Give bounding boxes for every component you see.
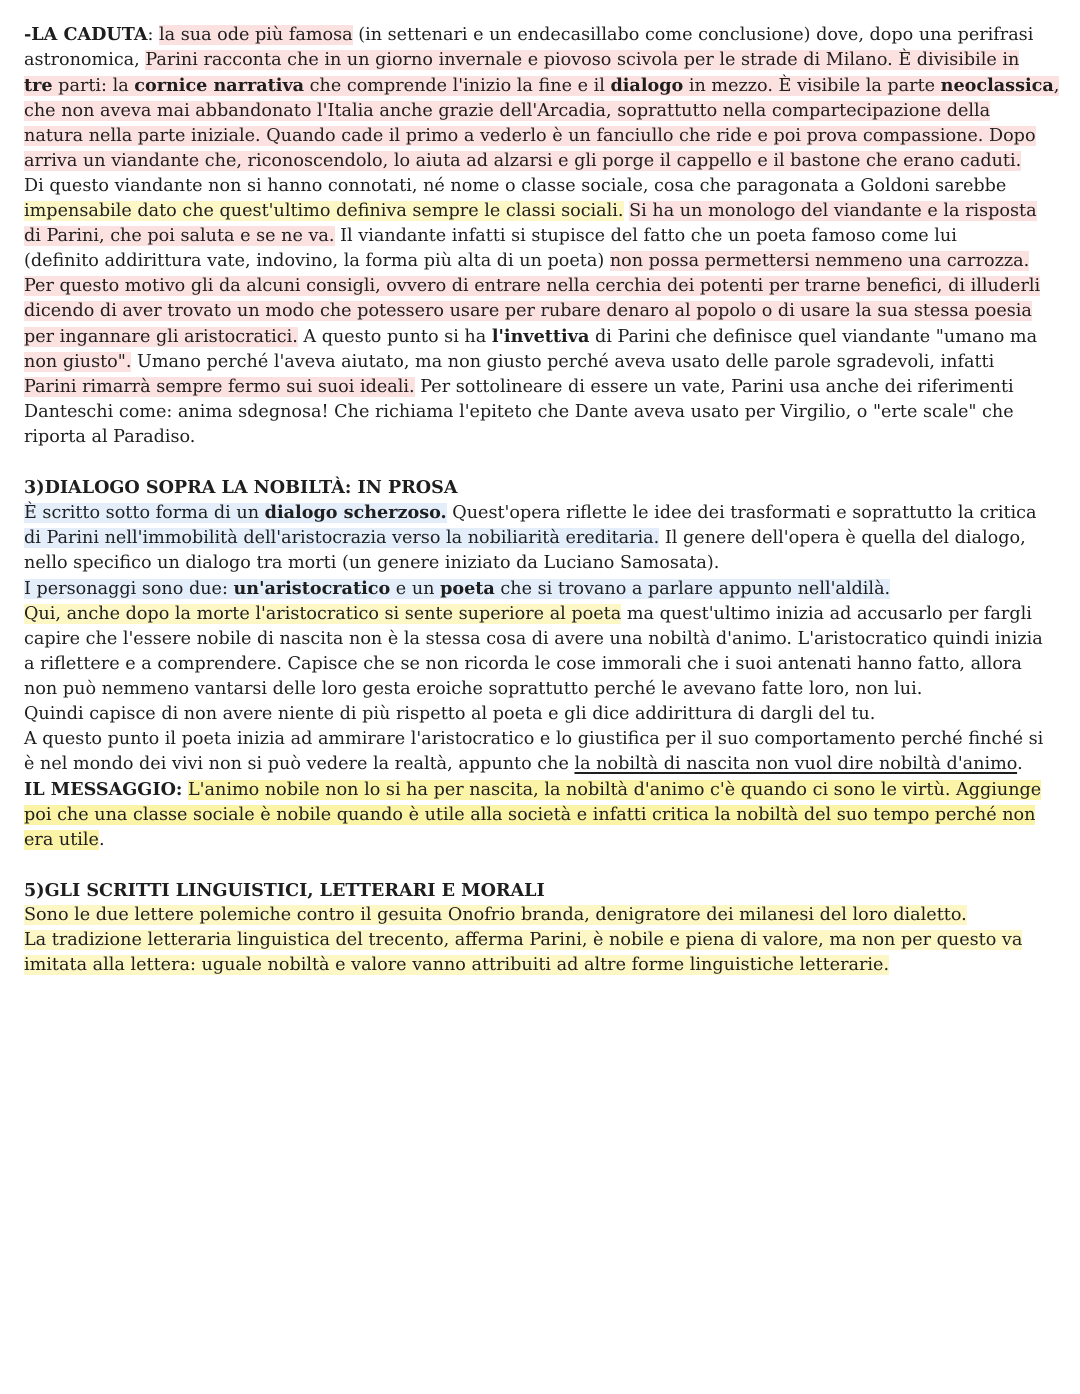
text-line: di Parini nell'immobilità dell'aristocrazia verso la nobiliarità ereditaria. Il genere dell'opera è quella del dialogo, (24, 528, 1026, 548)
section-heading: 5)GLI SCRITTI LINGUISTICI, LETTERARI E MORALI (24, 880, 545, 901)
text-line: che non aveva mai abbandonato l'Italia anche grazie dell'Arcadia, soprattutto nella compartecipazione della (24, 101, 991, 121)
text-line: non giusto". Umano perché l'aveva aiutato, ma non giusto perché aveva usato delle parole sgradevoli, infatti (24, 352, 995, 372)
text-line: È scritto sotto forma di un dialogo scherzoso. Quest'opera riflette le idee dei trasformati e soprattutto la critica (24, 502, 1037, 523)
text-line: tre parti: la cornice narrativa che comprende l'inizio la fine e il dialogo in mezzo. È visibile la parte neoclassica, (24, 75, 1060, 96)
text-line: I personaggi sono due: un'aristocratico e un poeta che si trovano a parlare appunto nell'aldilà. (24, 578, 891, 599)
text-line: IL MESSAGGIO: L'animo nobile non lo si ha per nascita, la nobiltà d'animo c'è quando ci sono le virtù. Aggiunge (24, 779, 1042, 800)
text-line: astronomica, Parini racconta che in un giorno invernale e piovoso scivola per le strade di Milano. È divisibile in (24, 50, 1020, 70)
text-line: poi che una classe sociale è nobile quando è utile alla società e infatti critica la nobiltà del suo tempo perché non (24, 805, 1036, 825)
text-line: non può nemmeno vantarsi delle loro gesta eroiche soprattutto perché le avevano fatte loro, non lui. (24, 679, 923, 699)
section-la-caduta (24, 22, 1060, 450)
text-line: Danteschi come: anima sdegnosa! Che richiama l'epiteto che Dante aveva usato per Virgilio, o "erte scale" che (24, 402, 1014, 422)
section-dialogo-sopra-la-nobilta (24, 475, 1052, 853)
text-line: imitata alla lettera: uguale nobiltà e valore vanno attribuiti ad altre forme linguistiche letterarie. (24, 955, 890, 975)
text-line: Parini rimarrà sempre fermo sui suoi ideali. Per sottolineare di essere un vate, Parini usa anche dei riferimenti (24, 377, 1014, 397)
text-line: arriva un viandante che, riconoscendolo, lo aiuta ad alzarsi e gli porge il cappello e il bastone che erano caduti. (24, 151, 1022, 171)
text-line: per ingannare gli aristocratici. A questo punto si ha l'invettiva di Parini che definisce quel viandante "umano ma (24, 326, 1038, 347)
text-line: Quindi capisce di non avere niente di più rispetto al poeta e gli dice addirittura di dargli del tu. (24, 704, 876, 724)
paragraph-gap (24, 853, 1052, 878)
text-line: impensabile dato che quest'ultimo definiva sempre le classi sociali. Si ha un monologo del viandante e la risposta (24, 201, 1037, 221)
text-line: A questo punto il poeta inizia ad ammirare l'aristocratico e lo giustifica per il suo comportamento perché finché si (24, 729, 1044, 749)
text-line: (definito addirittura vate, indovino, la forma più alta di un poeta) non possa permettersi nemmeno una carrozza. (24, 251, 1030, 271)
term-la-caduta: -LA CADUTA (24, 24, 148, 45)
section-scritti-linguistici (24, 878, 1052, 978)
paragraph-gap (24, 450, 1052, 475)
text-line: di Parini, che poi saluta e se ne va. Il viandante infatti si stupisce del fatto che un poeta famoso come lui (24, 226, 957, 246)
text-line: capire che l'essere nobile di nascita non è la stessa cosa di avere una nobiltà d'animo. L'aristocratico quindi inizia (24, 629, 1043, 649)
text-line: dicendo di aver trovato un modo che potessero usare per rubare denaro al popolo o di usare la sua stessa poesia (24, 301, 1032, 321)
text-line: -LA CADUTA: la sua ode più famosa (in settenari e un endecasillabo come conclusione) dove, dopo una perifrasi (24, 24, 1034, 45)
text-line: La tradizione letteraria linguistica del trecento, afferma Parini, è nobile e piena di valore, ma non per questo va (24, 930, 1023, 950)
text-line: Sono le due lettere polemiche contro il gesuita Onofrio branda, denigratore dei milanesi del loro dialetto. (24, 905, 967, 925)
text-line: è nel mondo dei vivi non si può vedere la realtà, appunto che la nobiltà di nascita non vuol dire nobiltà d'animo. (24, 754, 1023, 774)
term-il-messaggio: IL MESSAGGIO: (24, 779, 183, 800)
text-line: Qui, anche dopo la morte l'aristocratico si sente superiore al poeta ma quest'ultimo inizia ad accusarlo per fargli (24, 604, 1032, 624)
section-heading: 3)DIALOGO SOPRA LA NOBILTÀ: IN PROSA (24, 477, 458, 498)
text-line: natura nella parte iniziale. Quando cade il primo a vederlo è un fanciullo che ride e poi prova compassione. Dopo (24, 126, 1036, 146)
text-line: nello specifico un dialogo tra morti (un genere iniziato da Luciano Samosata). (24, 553, 720, 573)
text-line: era utile. (24, 830, 105, 850)
text-line: a riflettere e a comprendere. Capisce che se non ricorda le cose immorali che i suoi antenati hanno fatto, allora (24, 654, 1022, 674)
text-line: Di questo viandante non si hanno connotati, né nome o classe sociale, cosa che paragonata a Goldoni sarebbe (24, 176, 1007, 196)
text-line: riporta al Paradiso. (24, 427, 196, 447)
underlined-phrase: la nobiltà di nascita non vuol dire nobiltà d'animo (574, 754, 1018, 774)
term-invettiva: l'invettiva (491, 326, 590, 347)
text-line: Per questo motivo gli da alcuni consigli, ovvero di entrare nella cerchia dei potenti per trarne benefici, di illuderli (24, 276, 1041, 296)
